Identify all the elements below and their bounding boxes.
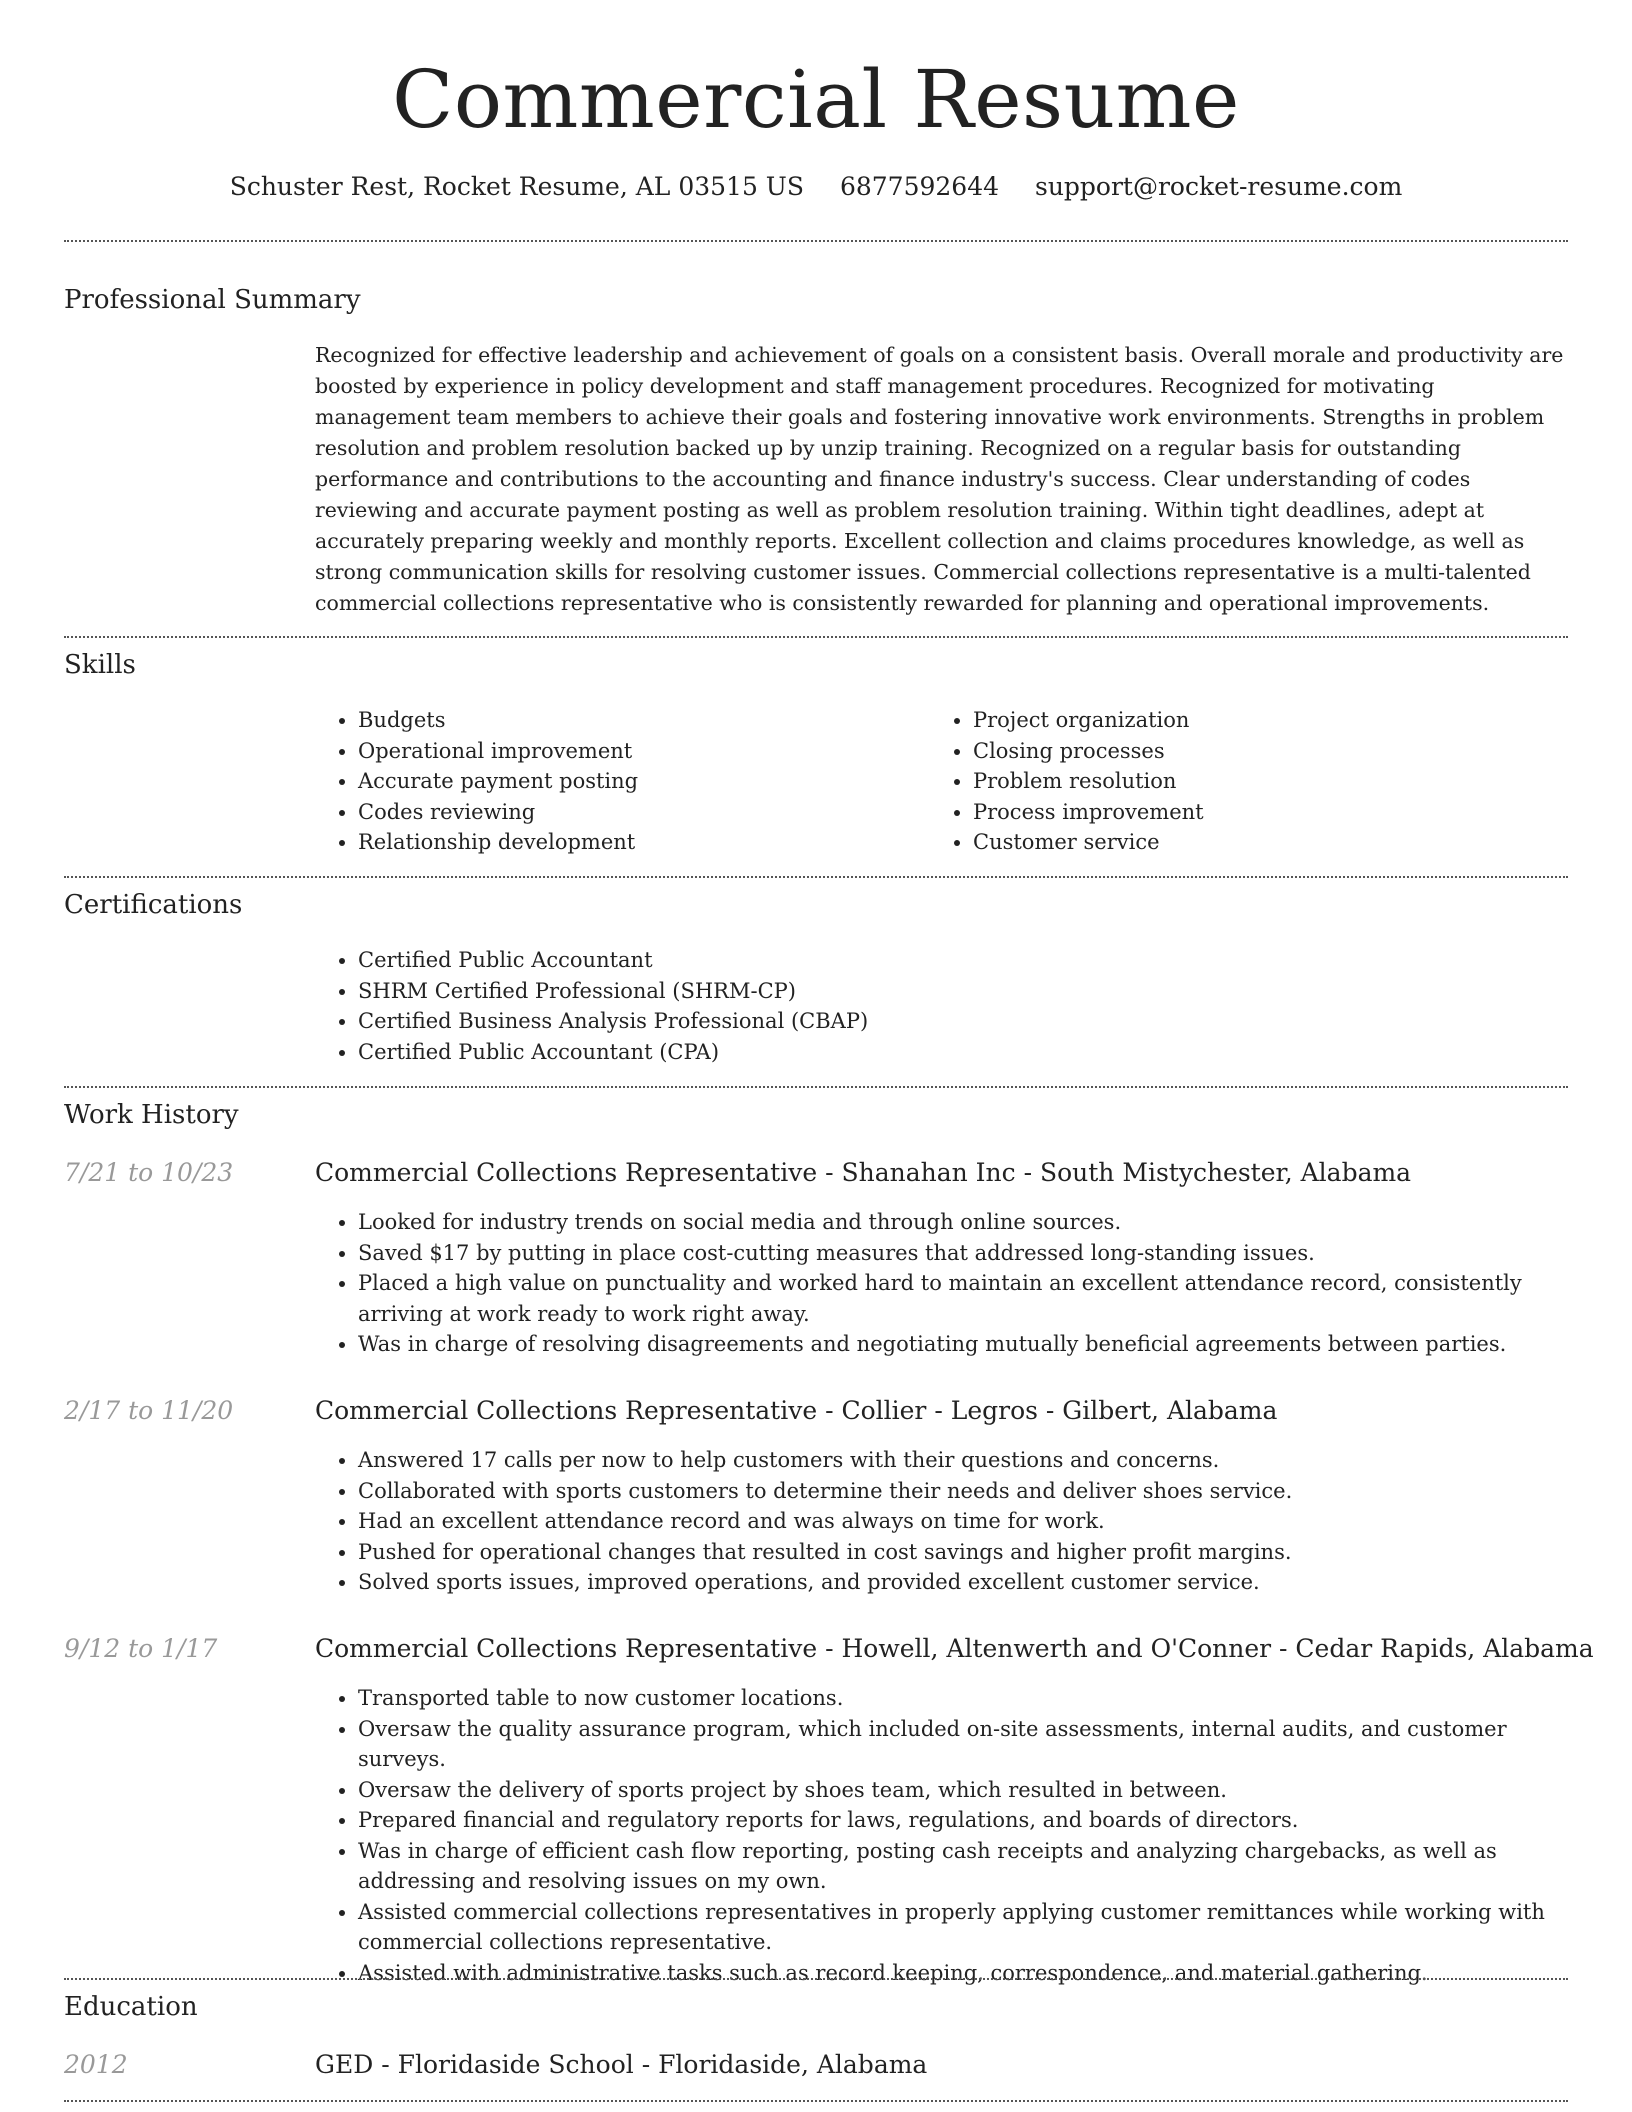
section-title-education: Education	[64, 1992, 198, 2022]
job-bullet: • Pushed for operational changes that resulted in cost savings and higher profit margins.	[358, 1537, 1558, 1568]
skill-item: • Operational improvement	[358, 736, 918, 767]
job-bullet: • Assisted with administrative tasks such as record keeping, correspondence, and material gathering.	[358, 1958, 1558, 1989]
education-date: 2012	[64, 2050, 128, 2079]
job-date: 7/21 to 10/23	[64, 1158, 234, 1187]
skill-item: • Budgets	[358, 705, 918, 736]
job-bullet: • Had an excellent attendance record and was always on time for work.	[358, 1506, 1558, 1537]
job-date: 2/17 to 11/20	[64, 1396, 234, 1425]
job-title: Commercial Collections Representative - Shanahan Inc - South Mistychester, Alabama	[315, 1158, 1412, 1187]
divider	[64, 240, 1568, 242]
skill-item: • Closing processes	[973, 736, 1533, 767]
job-bullet: • Assisted commercial collections representatives in properly applying customer remittances while working with commercial collections representative.	[358, 1897, 1558, 1958]
contact-phone: 6877592644	[839, 172, 1000, 201]
skill-item: • Process improvement	[973, 797, 1533, 828]
education-entry: GED - Floridaside School - Floridaside, Alabama	[315, 2050, 928, 2079]
section-title-certifications: Certifications	[64, 890, 243, 920]
job-bullets	[358, 1683, 1558, 1988]
certification-item: • Certified Public Accountant (CPA)	[358, 1037, 1558, 1068]
skill-item: • Relationship development	[358, 827, 918, 858]
job-bullet: • Prepared financial and regulatory reports for laws, regulations, and boards of directors.	[358, 1805, 1558, 1836]
certifications-list	[358, 945, 1558, 1067]
skill-item: • Problem resolution	[973, 766, 1533, 797]
section-title-summary: Professional Summary	[64, 285, 361, 315]
certification-item: • SHRM Certified Professional (SHRM-CP)	[358, 976, 1558, 1007]
skills-list-left	[358, 705, 918, 858]
job-bullet: • Was in charge of efficient cash flow reporting, posting cash receipts and analyzing chargebacks, as well as addressing and resolving issues on my own.	[358, 1836, 1558, 1897]
skill-item: • Project organization	[973, 705, 1533, 736]
contact-address: Schuster Rest, Rocket Resume, AL 03515 US	[229, 172, 805, 201]
certification-item: • Certified Public Accountant	[358, 945, 1558, 976]
skill-item: • Accurate payment posting	[358, 766, 918, 797]
skill-item: • Codes reviewing	[358, 797, 918, 828]
divider	[64, 1978, 1568, 1980]
job-bullet: • Looked for industry trends on social media and through online sources.	[358, 1207, 1558, 1238]
resume-name: Commercial Resume	[392, 53, 1240, 146]
job-bullet: • Transported table to now customer locations.	[358, 1683, 1558, 1714]
section-title-work-history: Work History	[64, 1100, 239, 1130]
skill-item: • Customer service	[973, 827, 1533, 858]
skills-list-right	[973, 705, 1533, 858]
job-bullet: • Collaborated with sports customers to determine their needs and deliver shoes service.	[358, 1476, 1558, 1507]
contact-line	[0, 170, 1632, 204]
summary-text: Recognized for effective leadership and achievement of goals on a consistent basis. Overall morale and productivity are boosted by experience in policy development and staff management procedures. Recognized for motivating management team members to achieve their goals and fostering innovative work environments. Strengths in problem resolution and problem resolution backed up by unzip training. Recognized on a regular basis for outstanding performance and contributions to the accounting and finance industry's success. Clear understanding of codes reviewing and accurate payment posting as well as problem resolution training. Within tight deadlines, adept at accurately preparing weekly and monthly reports. Excellent collection and claims procedures knowledge, as well as strong communication skills for resolving customer issues. Commercial collections representative is a multi-talented commercial collections representative who is consistently rewarded for planning and operational improvements.	[315, 343, 1564, 615]
divider	[64, 2100, 1568, 2102]
contact-email: support@rocket-resume.com	[1034, 172, 1403, 201]
job-title: Commercial Collections Representative - Howell, Altenwerth and O'Conner - Cedar Rapids, Alabama	[315, 1634, 1594, 1663]
certification-item: • Certified Business Analysis Professional (CBAP)	[358, 1006, 1558, 1037]
job-bullet: • Solved sports issues, improved operations, and provided excellent customer service.	[358, 1567, 1558, 1598]
divider	[64, 636, 1568, 638]
section-title-skills: Skills	[64, 650, 136, 680]
job-bullet: • Oversaw the delivery of sports project by shoes team, which resulted in between.	[358, 1775, 1558, 1806]
job-bullet: • Placed a high value on punctuality and worked hard to maintain an excellent attendance record, consistently arriving at work ready to work right away.	[358, 1268, 1558, 1329]
job-bullet: • Answered 17 calls per now to help customers with their questions and concerns.	[358, 1445, 1558, 1476]
job-date: 9/12 to 1/17	[64, 1634, 218, 1663]
divider	[64, 876, 1568, 878]
job-title: Commercial Collections Representative - Collier - Legros - Gilbert, Alabama	[315, 1396, 1278, 1425]
job-bullets	[358, 1207, 1558, 1360]
job-bullet: • Was in charge of resolving disagreements and negotiating mutually beneficial agreements between parties.	[358, 1329, 1558, 1360]
job-bullets	[358, 1445, 1558, 1598]
job-bullet: • Saved $17 by putting in place cost-cutting measures that addressed long-standing issues.	[358, 1238, 1558, 1269]
divider	[64, 1086, 1568, 1088]
job-bullet: • Oversaw the quality assurance program, which included on-site assessments, internal audits, and customer surveys.	[358, 1714, 1558, 1775]
